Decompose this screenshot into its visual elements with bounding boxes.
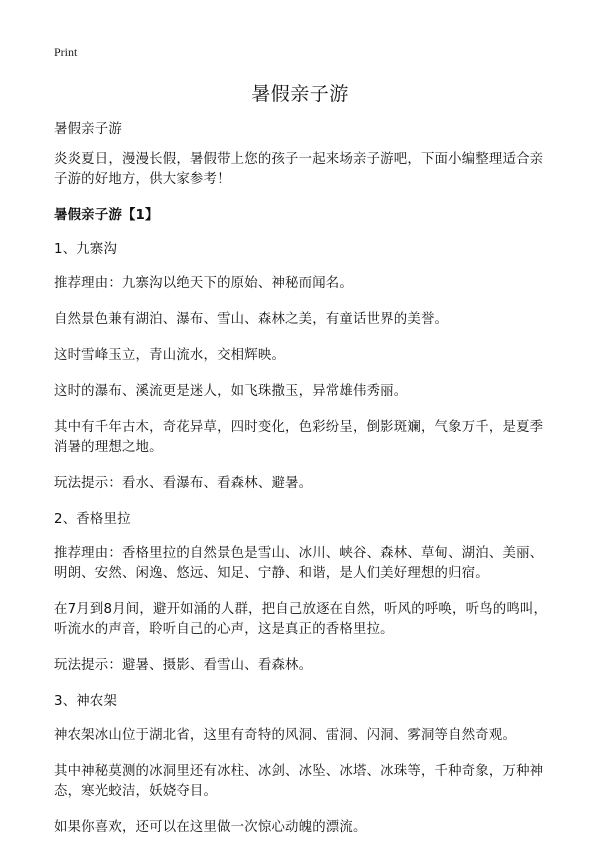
destination-paragraph: 这时雪峰玉立，青山流水，交相辉映。 [54,348,286,363]
page-title: 暑假亲子游 [251,83,349,105]
destination-heading: 3、神农架 [54,694,118,709]
destination-paragraph: 其中神秘莫测的冰洞里还有冰柱、冰剑、冰坠、冰塔、冰珠等，千种奇象，万种神态，寒光蛟洁，妖娆夺目。 [54,764,544,799]
destination-paragraph: 这时的瀑布、溪流更是迷人，如飞珠撒玉，异常雄伟秀丽。 [54,384,408,399]
destination-section [54,240,554,494]
destination-section [54,510,554,676]
destination-section [54,692,554,838]
destination-paragraph: 在7月到8月间，避开如涌的人群，把自己放逐在自然，听风的呼唤，听鸟的鸣叫，听流水的声音，聆听自己的心声，这是真正的香格里拉。 [54,602,548,637]
section-heading: 暑假亲子游【1】 [54,208,159,223]
destination-paragraph: 如果你喜欢，还可以在这里做一次惊心动魄的漂流。 [54,820,367,835]
destination-paragraph: 推荐理由：九寨沟以绝天下的原始、神秘而闻名。 [54,276,353,291]
destination-paragraph: 推荐理由：香格里拉的自然景色是雪山、冰川、峡谷、森林、草甸、湖泊、美丽、明朗、安然、闲逸、悠远、知足、宁静、和谐，是人们美好理想的归宿。 [54,546,544,581]
destination-paragraph: 自然景色兼有湖泊、瀑布、雪山、森林之美，有童话世界的美誉。 [54,312,449,327]
intro-paragraph: 炎炎夏日，漫漫长假，暑假带上您的孩子一起来场亲子游吧，下面小编整理适合亲子游的好地方，供大家参考！ [54,152,544,187]
destination-paragraph: 神农架冰山位于湖北省，这里有奇特的风洞、雷洞、闪洞、雾洞等自然奇观。 [54,728,517,743]
destination-heading: 2、香格里拉 [54,512,131,527]
destination-tips: 玩法提示：看水、看瀑布、看森林、避暑。 [54,476,313,491]
article-subtitle: 暑假亲子游 [54,122,122,137]
destination-paragraph: 其中有千年古木，奇花异草，四时变化，色彩纷呈，倒影斑斓，气象万千，是夏季消暑的理想之地。 [54,420,544,455]
article-body [54,120,554,854]
destination-tips: 玩法提示：避暑、摄影、看雪山、看森林。 [54,658,313,673]
destination-heading: 1、九寨沟 [54,242,118,257]
print-link[interactable]: Print [54,45,78,59]
